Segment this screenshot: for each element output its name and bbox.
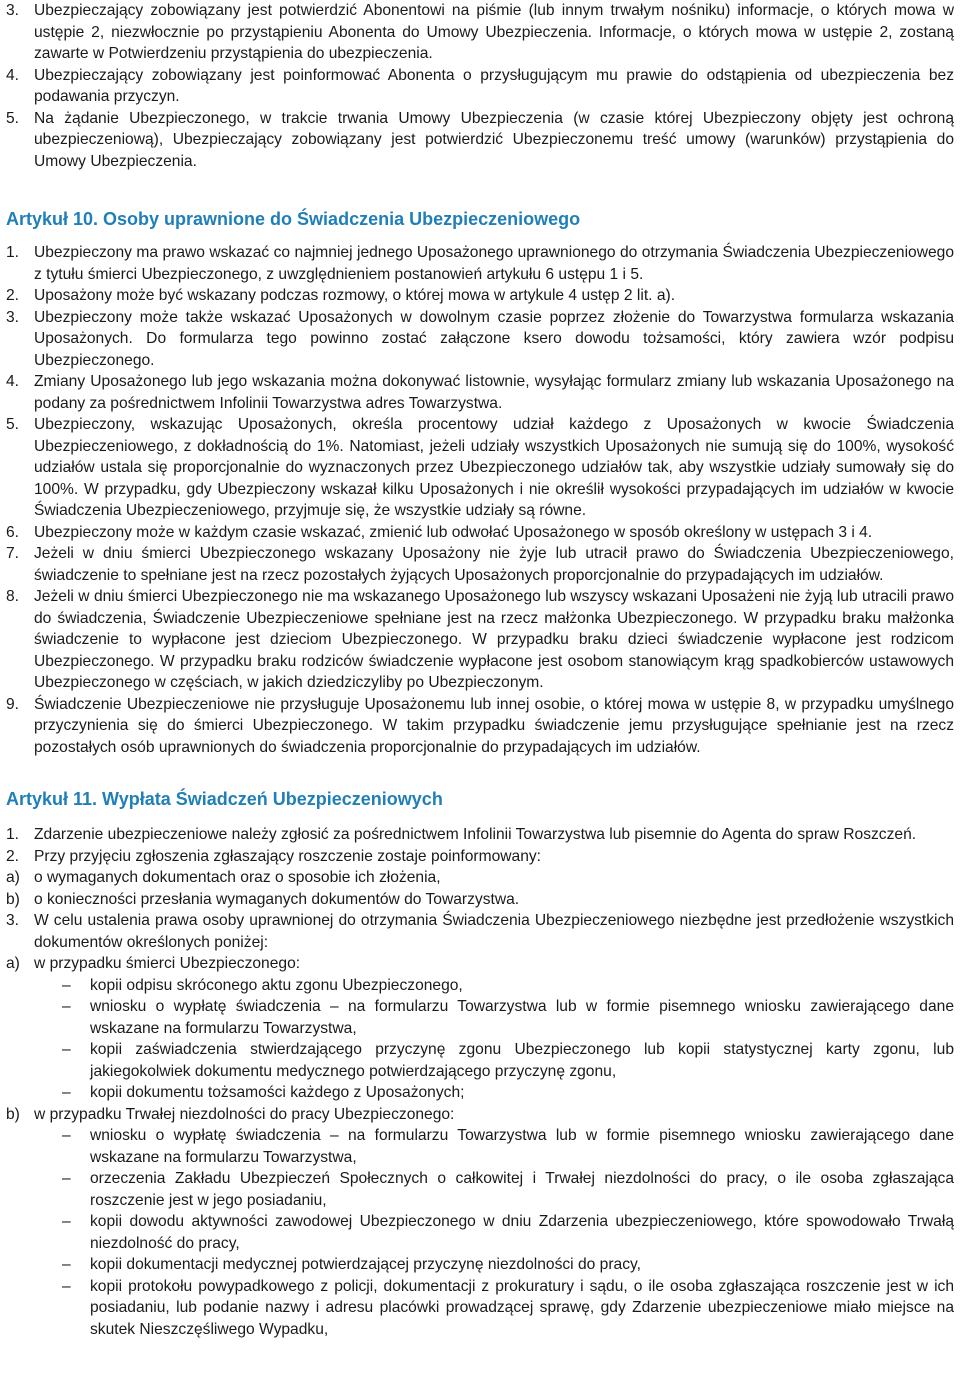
item-number: 7. [6,545,20,562]
paragraph-item [6,65,954,108]
dash-item [6,996,954,1039]
section-continuation [6,0,954,172]
paragraph-item [6,242,954,285]
item-number: 4. [6,66,20,84]
sub-item-label: b) [6,890,20,908]
item-text: Na żądanie Ubezpieczonego, w trakcie trwania Umowy Ubezpieczenia (w czasie której Ubezpieczony objęty jest ochroną ubezpieczeniową), Ubezpieczający zobowiązany jest potwierdzić Ubezpieczonemu treść umowy (warunków) przystąpienia do Umowy Ubezpieczenia. [34,109,954,170]
dash-item-text: kopii odpisu skróconego aktu zgonu Ubezpieczonego, [90,976,463,994]
dash-bullet: – [62,1256,71,1273]
dash-bullet: – [62,998,71,1015]
item-number: 4. [6,373,20,390]
sub-item [6,889,954,911]
paragraph-item [6,371,954,414]
item-text: Zmiany Uposażonego lub jego wskazania można dokonywać listownie, wysyłając formularz zmiany lub wskazania Uposażonego na podany za pośrednictwem Infolinii Towarzystwa adres Towarzystwa. [34,373,954,412]
dash-item [6,975,954,997]
item-number: 8. [6,588,20,605]
dash-item [6,1168,954,1211]
sub-item [6,1104,954,1126]
paragraph-item [6,910,954,953]
dash-bullet: – [62,1084,71,1101]
article-11-heading: Artykuł 11. Wypłata Świadczeń Ubezpieczeniowych [6,789,443,809]
item-text: Ubezpieczony ma prawo wskazać co najmniej jednego Uposażonego uprawnionego do otrzymania Świadczenia Ubezpieczeniowego z tytułu śmierci Ubezpieczonego, z uwzględnieniem postanowień artykułu 6 ustępu 1 i 5. [34,244,954,283]
sub-item-text: o konieczności przesłania wymaganych dokumentów do Towarzystwa. [34,890,520,908]
sub-item-label: a) [6,955,20,972]
dash-bullet: – [62,1213,71,1230]
item-text: Ubezpieczony może także wskazać Uposażonych w dowolnym czasie poprzez złożenie do Towarzystwa formularza wskazania Uposażonych. Do formularza tego powinno zostać załączone ksero dowodu tożsamości, który zawiera wzór podpisu Ubezpieczonego. [34,308,954,369]
paragraph-item [6,0,954,65]
item-number: 6. [6,523,20,541]
paragraph-item [6,694,954,759]
item-number: 2. [6,287,20,304]
item-text: Zdarzenie ubezpieczeniowe należy zgłosić za pośrednictwem Infolinii Towarzystwa lub pisemnie do Agenta do spraw Roszczeń. [34,826,917,843]
dash-bullet: – [62,1127,71,1144]
item-number: 9. [6,695,20,713]
item-text: Jeżeli w dniu śmierci Ubezpieczonego nie ma wskazanego Uposażonego lub wszyscy wskazani Uposażeni nie żyją lub utracili prawo do świadczenia, Świadczenie Ubezpieczeniowe spełniane jest na rzecz małżonka Ubezpieczonego. W przypadku braku małżonka świadczenie to wypłacone jest dzieciom Ubezpieczonego. W przypadku braku dzieci świadczenie wypłacone jest rodzicom Ubezpieczonego. W przypadku braku rodziców świadczenie wypłacone jest osobom stanowiącym krąg spadkobierców ustawowych Ubezpieczonego w częściach, w jakich dziedziczyliby po Ubezpieczonym. [34,588,954,691]
paragraph-item [6,307,954,372]
dash-item [6,1082,954,1104]
item-number: 1. [6,826,20,843]
paragraph-item [6,824,954,846]
item-text: Ubezpieczony może w każdym czasie wskazać, zmienić lub odwołać Uposażonego w sposób określony w ustępach 3 i 4. [34,523,873,541]
paragraph-item [6,285,954,307]
item-number: 3. [6,308,20,326]
dash-item [6,1276,954,1341]
paragraph-item [6,586,954,694]
sub-item-text: w przypadku Trwałej niezdolności do pracy Ubezpieczonego: [34,1105,455,1123]
paragraph-item [6,543,954,586]
dash-item-text: wniosku o wypłatę świadczenia – na formularzu Towarzystwa lub w formie pisemnego wniosku zawierającego dane wskazane na formularzu Towarzystwa, [90,998,954,1037]
dash-item-text: kopii dowodu aktywności zawodowej Ubezpieczonego w dniu Zdarzenia ubezpieczeniowego, które spowodowało Trwałą niezdolność do pracy, [90,1213,954,1252]
item-text: Jeżeli w dniu śmierci Ubezpieczonego wskazany Uposażony nie żyje lub utracił prawo do Świadczenia Ubezpieczeniowego, świadczenie to spełniane jest na rzecz pozostałych żyjących Uposażonych proporcjonalnie do przypadających im udziałów. [34,545,954,584]
sub-item-text: w przypadku śmierci Ubezpieczonego: [34,955,301,972]
sub-item-label: b) [6,1105,20,1123]
item-number: 2. [6,847,20,865]
dash-item [6,1125,954,1168]
article-10-heading: Artykuł 10. Osoby uprawnione do Świadczenia Ubezpieczeniowego [6,209,581,229]
paragraph-item [6,108,954,173]
paragraph-item [6,522,954,544]
dash-item [6,1039,954,1082]
item-text: Przy przyjęciu zgłoszenia zgłaszający roszczenie zostaje poinformowany: [34,847,542,865]
sub-item [6,953,954,975]
dash-bullet: – [62,976,71,994]
sub-item-label: a) [6,869,20,886]
dash-item [6,1254,954,1276]
item-number: 5. [6,109,20,127]
dash-bullet: – [62,1041,71,1058]
item-text: Ubezpieczający zobowiązany jest potwierdzić Abonentowi na piśmie (lub innym trwałym nośniku) informacje, o których mowa w ustępie 2, niezwłocznie po przystąpieniu Abonenta do Umowy Ubezpieczenia. Informacje, o których mowa w ustępie 2, zostaną zawarte w Potwierdzeniu przystąpienia do ubezpieczenia. [34,2,954,62]
dash-item [6,1211,954,1254]
item-text: W celu ustalenia prawa osoby uprawnionej do otrzymania Świadczenia Ubezpieczeniowego niezbędne jest przedłożenie wszystkich dokumentów określonych poniżej: [34,912,954,951]
dash-item-text: wniosku o wypłatę świadczenia – na formularzu Towarzystwa lub w formie pisemnego wniosku zawierającego dane wskazane na formularzu Towarzystwa, [90,1127,954,1166]
dash-item-text: kopii dokumentu tożsamości każdego z Uposażonych; [90,1084,465,1101]
item-text: Uposażony może być wskazany podczas rozmowy, o której mowa w artykule 4 ustęp 2 lit. a). [34,287,676,304]
item-text: Ubezpieczony, wskazując Uposażonych, określa procentowy udział każdego z Uposażonych w kwocie Świadczenia Ubezpieczeniowego, z dokładnością do 1%. Natomiast, jeżeli udziały wszystkich Uposażonych nie sumują się do 100%, wysokość udziałów ustala się proporcjonalnie do wyznaczonych przez Ubezpieczonego udziałów tak, aby wszystkie udziały sumowały się do 100%. W przypadku, gdy Ubezpieczony wskazał kilku Uposażonych i nie określił wysokości przypadających im udziałów w kwocie Świadczenia Ubezpieczeniowego, przyjmuje się, że wszystkie udziały są równe. [34,416,954,519]
item-number: 1. [6,244,20,261]
dash-item-text: kopii zaświadczenia stwierdzającego przyczynę zgonu Ubezpieczonego lub kopii statystycznej karty zgonu, lub jakiegokolwiek dokumentu medycznego potwierdzającego przyczynę zgonu, [90,1041,954,1080]
dash-bullet: – [62,1170,71,1187]
article-10-list [6,242,954,758]
item-number: 3. [6,912,20,929]
dash-item-text: orzeczenia Zakładu Ubezpieczeń Społecznych o całkowitej i Trwałej niezdolności do pracy, o ile osoba zgłaszająca roszczenie jest w jego posiadaniu, [90,1170,954,1209]
item-number: 5. [6,416,20,433]
item-text: Ubezpieczający zobowiązany jest poinformować Abonenta o przysługującym mu prawie do odstąpienia od ubezpieczenia bez podawania przyczyn. [34,66,954,105]
paragraph-item [6,846,954,868]
item-number: 3. [6,2,20,19]
dash-item-text: kopii protokołu powypadkowego z policji, dokumentacji z prokuratury i sądu, o ile osoba zgłaszająca roszczenie jest w ich posiadaniu, lub podanie nazwy i adresu placówki prowadzącej sprawę, gdy Zdarzenie ubezpieczeniowe miało miejsce na skutek Nieszczęśliwego Wypadku, [90,1277,954,1338]
sub-item-text: o wymaganych dokumentach oraz o sposobie ich złożenia, [34,869,441,886]
dash-bullet: – [62,1277,71,1295]
item-text: Świadczenie Ubezpieczeniowe nie przysługuje Uposażonemu lub innej osobie, o której mowa w ustępie 8, w przypadku umyślnego przyczynienia się do śmierci Ubezpieczonego. W takim przypadku świadczenie jemu przysługujące spełnianie jest na rzecz pozostałych osób uprawnionych do świadczenia proporcjonalnie do przypadających im udziałów. [34,695,954,756]
paragraph-item [6,414,954,522]
dash-item-text: kopii dokumentacji medycznej potwierdzającej przyczynę niezdolności do pracy, [90,1256,641,1273]
article-11-list [6,824,954,1340]
sub-item [6,867,954,889]
